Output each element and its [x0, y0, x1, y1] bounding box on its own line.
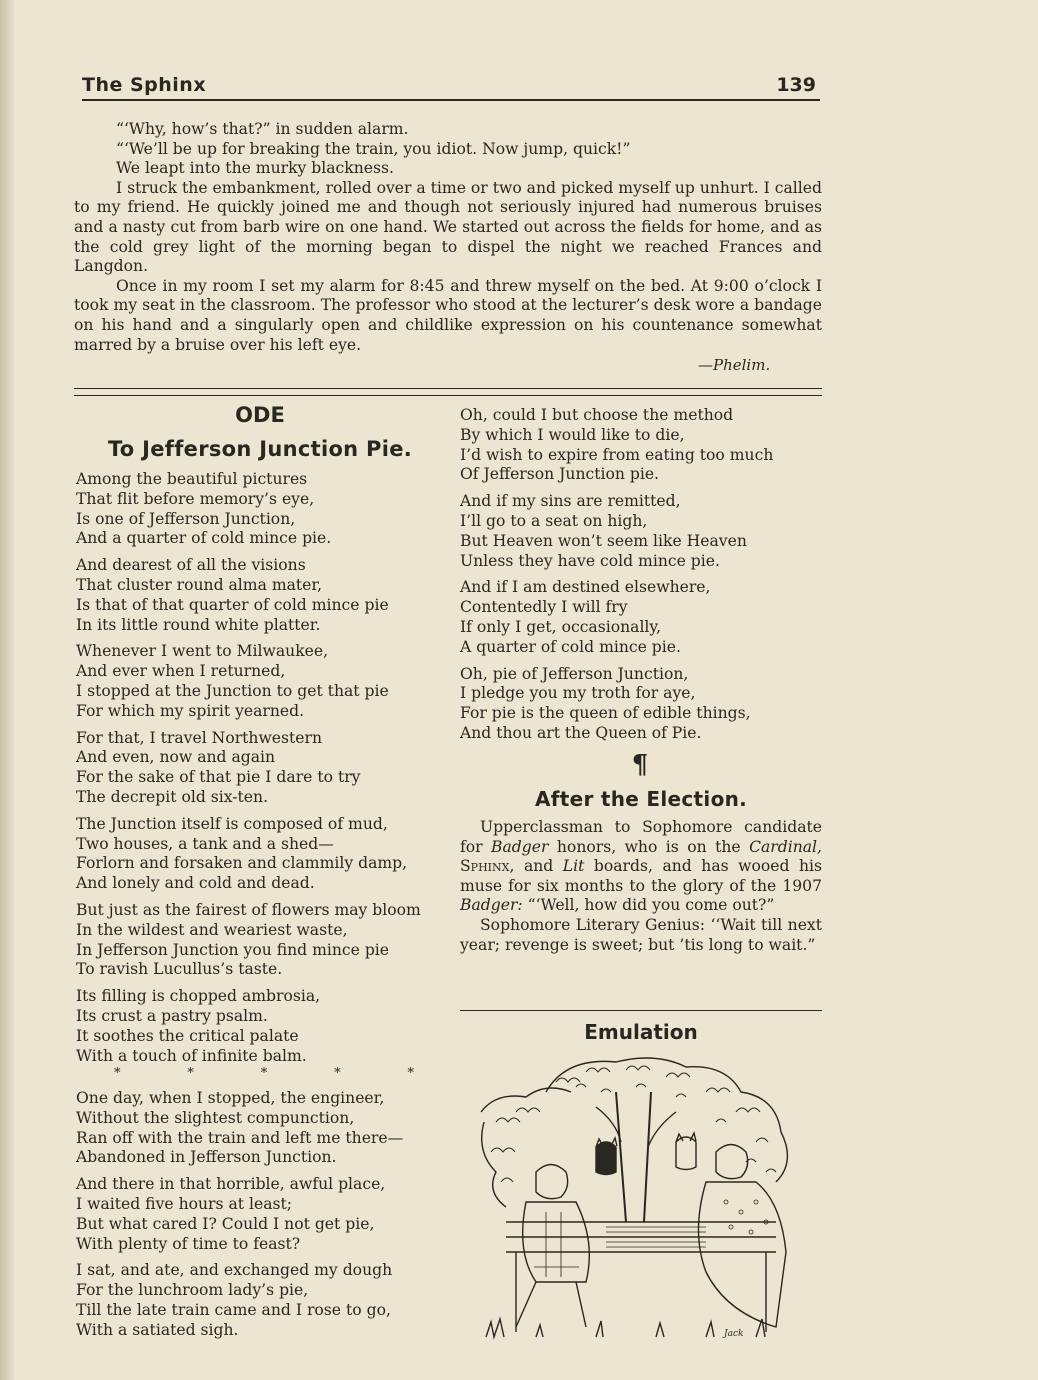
journal-title: The Sphinx	[82, 74, 207, 96]
emulation-illustration	[476, 1052, 806, 1342]
verse-line: One day, when I stopped, the engineer,	[76, 1089, 385, 1107]
man-body	[523, 1202, 590, 1282]
verse-line: Is that of that quarter of cold mince pie	[76, 595, 389, 614]
verse-line: For the lunchroom lady’s pie,	[76, 1281, 309, 1300]
section-divider	[460, 1010, 822, 1011]
election-title: After the Election.	[534, 787, 748, 811]
verse-line: And dearest of all the visions	[76, 556, 306, 575]
verse-line: Contentedly I will fry	[460, 598, 628, 617]
verse-line: If only I get, occasionally,	[460, 617, 662, 636]
verse-line: In Jefferson Junction you find mince pie	[76, 940, 390, 959]
story-paragraph: Once in my room I set my alarm for 8:45 and threw myself on the bed. At 9:00 o’clock I took my seat in the classroom. The professor who stood at the lecturer’s desk wore a bandage on his hand and a singularly open and childlike expression on his countenance somewhat marred by a bruise over his left eye.	[74, 276, 822, 354]
stanza	[76, 556, 448, 635]
section-divider	[74, 388, 822, 396]
verse-line: Among the beautiful pictures	[76, 470, 308, 488]
verse-line: I waited five hours at least;	[76, 1194, 293, 1213]
stanza	[76, 987, 448, 1066]
stanza	[76, 1089, 448, 1168]
verse-line: For pie is the queen of edible things,	[460, 704, 751, 723]
verse-line: Of Jefferson Junction pie.	[460, 465, 660, 484]
text-run-smallcaps: Sphinx	[460, 857, 510, 876]
star-glyph: *	[334, 1066, 341, 1081]
page-spine-shadow	[0, 0, 14, 1380]
verse-line: And thou art the Queen of Pie.	[460, 723, 702, 742]
ode-verse-right-column	[460, 406, 822, 751]
verse-line: And lonely and cold and dead.	[76, 874, 315, 893]
verse-line: For that, I travel Northwestern	[76, 728, 323, 747]
woman-body	[699, 1182, 787, 1327]
woman-head	[716, 1145, 748, 1179]
verse-line: That cluster round alma mater,	[76, 575, 323, 594]
story-paragraph: We leapt into the murky blackness.	[116, 159, 394, 178]
emulation-title: Emulation	[584, 1020, 698, 1044]
verse-line: And even, now and again	[76, 748, 276, 767]
stanza	[460, 492, 822, 571]
verse-line: I pledge you my troth for aye,	[460, 684, 696, 703]
verse-line: And ever when I returned,	[76, 662, 286, 681]
verse-line: I’ll go to a seat on high,	[460, 511, 648, 530]
verse-line: And if I am destined elsewhere,	[460, 578, 711, 597]
verse-line: In its little round white platter.	[76, 615, 321, 634]
verse-line: Forlorn and forsaken and clammily damp,	[76, 854, 408, 873]
text-run-italic: Lit	[562, 857, 585, 876]
election-paragraph: Sophomore Literary Genius: ‘‘Wait till next year; revenge is sweet; but ’tis long to wait.”	[460, 915, 822, 954]
verse-line: But Heaven won’t seem like Heaven	[460, 531, 747, 550]
verse-line: Abandoned in Jefferson Junction.	[76, 1148, 337, 1167]
story-conclusion	[74, 120, 822, 355]
verse-line: For which my spirit yearned.	[76, 701, 305, 720]
text-run: , and	[509, 857, 563, 876]
verse-line: Ran off with the train and left me there—	[76, 1128, 404, 1147]
story-paragraph: “‘We’ll be up for breaking the train, you idiot. Now jump, quick!”	[116, 139, 631, 158]
stanza	[76, 1261, 448, 1340]
verse-line: Whenever I went to Milwaukee,	[76, 642, 329, 661]
verse-line: And if my sins are remitted,	[460, 492, 681, 511]
verse-line: Till the late train came and I rose to go,	[76, 1300, 391, 1319]
verse-line: But what cared I? Could I not get pie,	[76, 1214, 375, 1233]
story-paragraph: “‘Why, how’s that?” in sudden alarm.	[116, 120, 409, 138]
section-break-stars	[114, 1066, 414, 1081]
text-run-italic: Badger:	[460, 896, 523, 915]
author-signature: —Phelim.	[698, 356, 771, 374]
stanza	[460, 665, 822, 744]
story-paragraph: I struck the embankment, rolled over a time or two and picked myself up unhurt. I called to my friend. He quickly joined me and though not seriously injured had numerous bruises and a nasty cut from barb wire on one hand. We started out across the fields for home, and as the cold grey light of the morning began to dispel the night we reached Frances and Langdon.	[74, 178, 822, 276]
text-run: honors, who is on the	[548, 837, 750, 856]
star-glyph: *	[260, 1066, 268, 1081]
verse-line: Oh, could I but choose the method	[460, 406, 734, 424]
bench	[506, 1222, 776, 1332]
verse-line: The Junction itself is composed of mud,	[76, 814, 388, 833]
ode-verse-left-column	[76, 470, 448, 1073]
stanza	[76, 901, 448, 980]
ode-title: ODE	[235, 403, 285, 427]
running-header	[82, 74, 820, 98]
verse-line: To ravish Lucullus’s taste.	[76, 960, 283, 979]
verse-line: Two houses, a tank and a shed—	[76, 834, 334, 853]
verse-line: With a satiated sigh.	[76, 1320, 239, 1339]
stanza	[76, 642, 448, 721]
election-paragraph	[460, 818, 822, 916]
verse-line: With plenty of time to feast?	[76, 1234, 301, 1253]
header-rule	[82, 99, 820, 101]
verse-line: Its filling is chopped ambrosia,	[76, 987, 321, 1006]
verse-line: Its crust a pastry psalm.	[76, 1006, 268, 1025]
stanza	[76, 729, 448, 808]
verse-line: For the sake of that pie I dare to try	[76, 768, 361, 787]
text-run: boards, and has wooed his muse for six months to the glory of the 1907	[460, 857, 822, 895]
verse-line: And there in that horrible, awful place,	[76, 1175, 386, 1194]
stanza	[76, 470, 448, 549]
verse-line: The decrepit old six-ten.	[76, 787, 269, 806]
text-run-italic: Cardinal,	[749, 837, 822, 856]
verse-line: I’d wish to expire from eating too much	[460, 445, 774, 464]
stanza	[76, 1175, 448, 1254]
stanza	[460, 578, 822, 657]
star-glyph: *	[114, 1066, 121, 1081]
verse-line: A quarter of cold mince pie.	[460, 637, 681, 656]
verse-line: I sat, and ate, and exchanged my dough	[76, 1261, 393, 1280]
verse-line: Is one of Jefferson Junction,	[76, 509, 296, 528]
verse-line: Oh, pie of Jefferson Junction,	[460, 664, 689, 683]
verse-line: That flit before memory’s eye,	[76, 489, 315, 508]
cat-left	[596, 1142, 616, 1175]
verse-line: Unless they have cold mince pie.	[460, 551, 720, 570]
page-number: 139	[776, 74, 816, 96]
verse-line: I stopped at the Junction to get that pie	[76, 681, 389, 700]
text-run: Upperclassman to Sophomore candidate for	[460, 818, 822, 856]
artist-signature: Jack	[724, 1329, 744, 1339]
text-run: “‘Well, how did you come out?”	[522, 896, 775, 915]
verse-line: With a touch of infinite balm.	[76, 1046, 307, 1065]
election-anecdote	[460, 818, 822, 955]
verse-line: In the wildest and weariest waste,	[76, 920, 348, 939]
verse-line: By which I would like to die,	[460, 425, 685, 444]
cat-right	[676, 1137, 696, 1170]
verse-line: But just as the fairest of flowers may bloom	[76, 900, 421, 919]
stanza	[460, 406, 822, 485]
ode-verse-left-continued	[76, 1089, 448, 1348]
ode-subtitle: To Jefferson Junction Pie.	[107, 437, 413, 461]
stanza	[76, 815, 448, 894]
verse-line: And a quarter of cold mince pie.	[76, 529, 332, 548]
text-run-italic: Badger	[491, 837, 549, 856]
verse-line: It soothes the critical palate	[76, 1026, 299, 1045]
verse-line: Without the slightest compunction,	[76, 1108, 355, 1127]
man-head	[536, 1165, 568, 1199]
star-glyph: *	[407, 1066, 414, 1081]
pilcrow-ornament: ¶	[631, 750, 649, 780]
star-glyph: *	[187, 1066, 194, 1081]
